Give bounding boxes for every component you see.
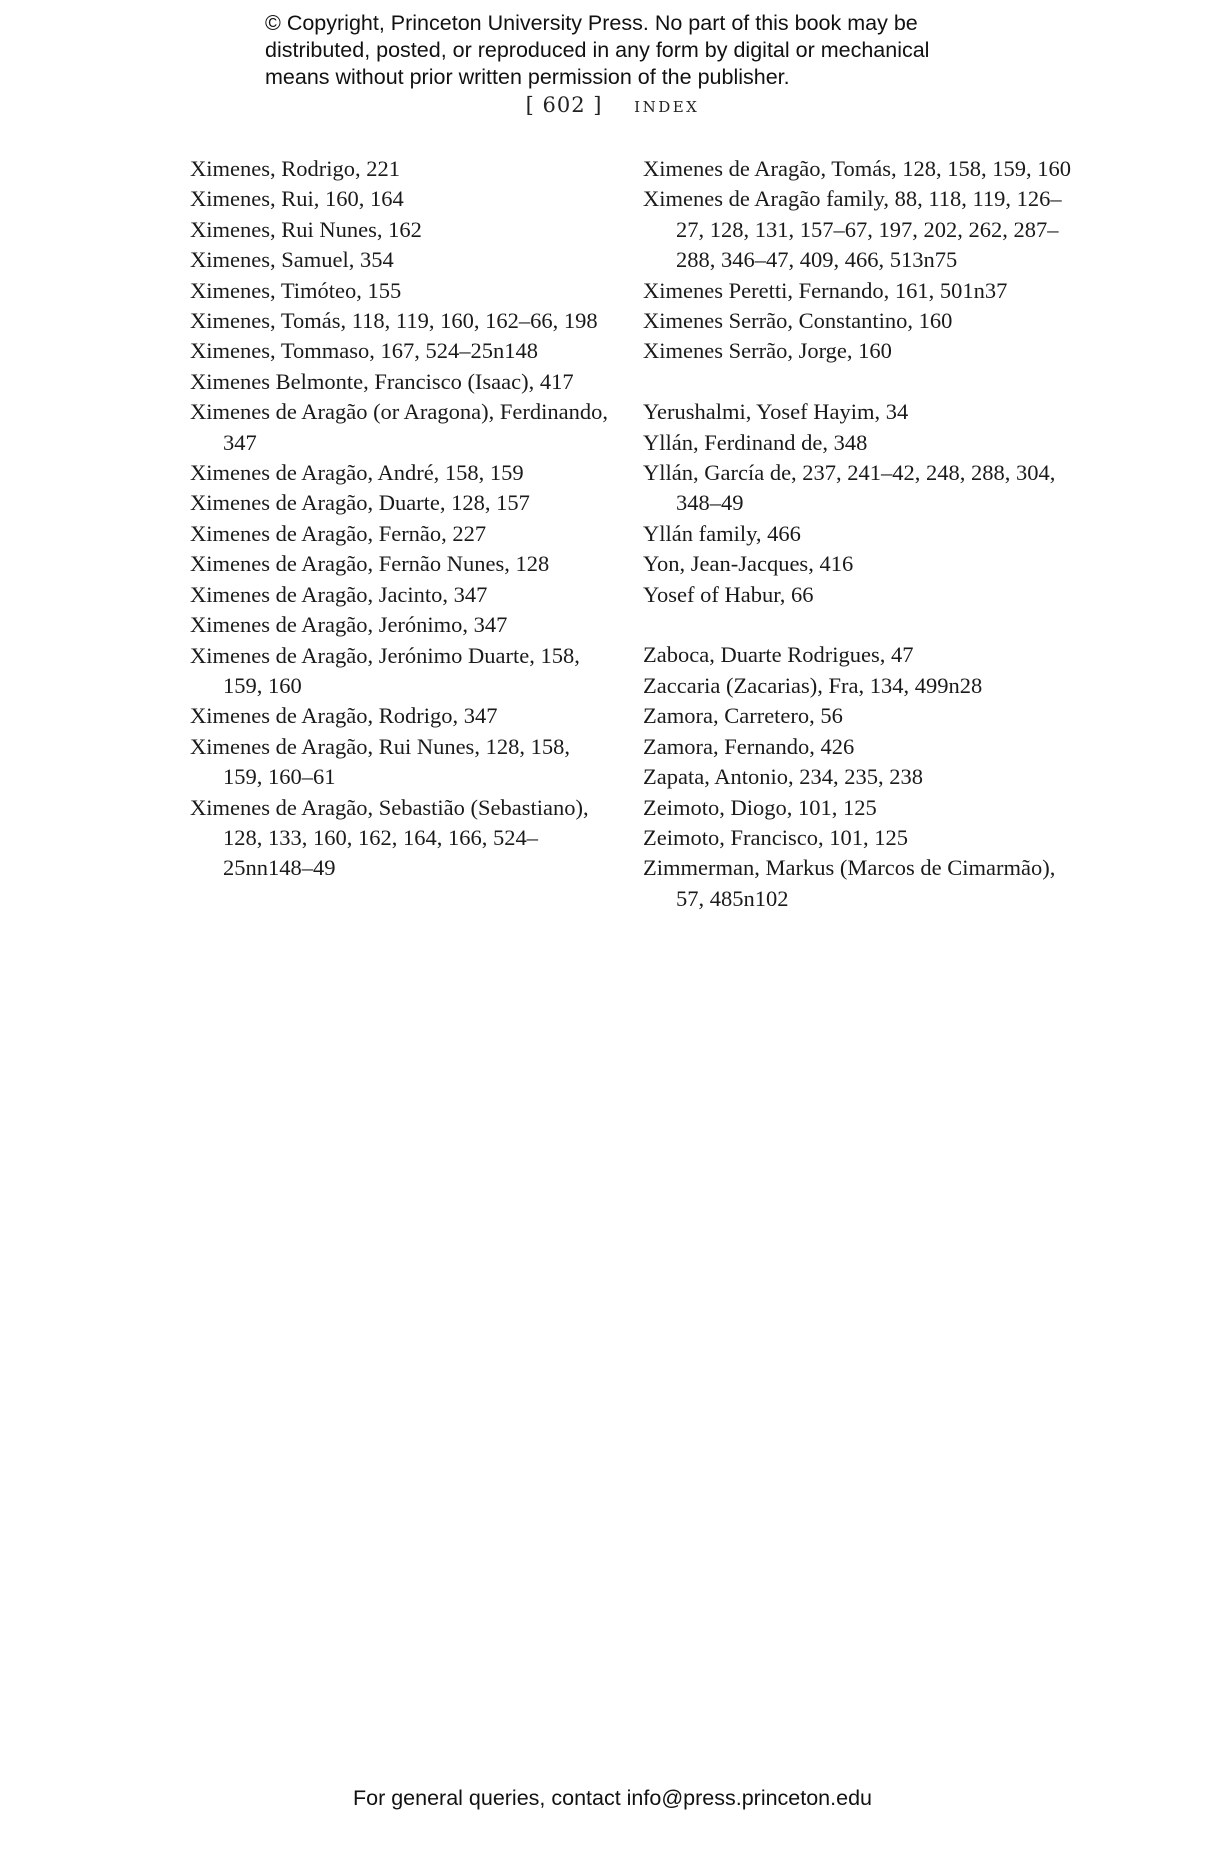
index-entry: Ximenes de Aragão, André, 158, 159 [190, 460, 524, 486]
index-entry: Ximenes, Tommaso, 167, 524–25n148 [190, 338, 538, 364]
index-entry: Ximenes, Rodrigo, 221 [190, 156, 400, 181]
index-entry: Zimmerman, Markus (Marcos de Cimarmão), 57, 485n102 [643, 855, 1056, 911]
index-entry: Yerushalmi, Yosef Hayim, 34 [643, 399, 909, 425]
index-entry: Ximenes, Tomás, 118, 119, 160, 162–66, 198 [190, 308, 598, 334]
copyright-notice [265, 10, 1025, 91]
index-entry: Ximenes Serrão, Jorge, 160 [643, 338, 892, 364]
index-entry: Ximenes de Aragão, Rui Nunes, 128, 158, 159, 160–61 [190, 733, 570, 790]
index-entry: Ximenes de Aragão, Duarte, 128, 157 [190, 490, 530, 516]
index-entry: Yllán, Ferdinand de, 348 [643, 429, 868, 455]
index-entry: Zamora, Carretero, 56 [643, 703, 843, 729]
index-entry: Yon, Jean-Jacques, 416 [643, 551, 854, 577]
index-entry: Ximenes, Rui Nunes, 162 [190, 216, 422, 242]
index-entry: Zeimoto, Francisco, 101, 125 [643, 824, 908, 850]
index-entry: Ximenes de Aragão, Rodrigo, 347 [190, 703, 498, 729]
index-entry: Ximenes de Aragão, Sebastião (Sebastiano), 128, 133, 160, 162, 164, 166, 524–25nn148–49 [190, 794, 589, 881]
index-group-z [643, 640, 1083, 914]
section-title: index [634, 93, 700, 117]
index-entry: Ximenes Serrão, Constantino, 160 [643, 308, 953, 334]
letter-group-spacer [643, 610, 1083, 640]
index-entry: Ximenes Belmonte, Francisco (Isaac), 417 [190, 368, 574, 394]
index-group-y [643, 397, 1083, 610]
footer-contact: For general queries, contact info@press.princeton.edu [352, 1786, 872, 1810]
copyright-line: © Copyright, Princeton University Press. No part of this book may be [265, 11, 918, 35]
letter-group-spacer [643, 367, 1083, 397]
index-entry: Ximenes Peretti, Fernando, 161, 501n37 [643, 277, 1008, 303]
index-column-right [643, 154, 1083, 914]
copyright-line: means without prior written permission of the publisher. [265, 65, 790, 89]
index-entry: Ximenes, Timóteo, 155 [190, 277, 402, 303]
index-entry: Ximenes, Samuel, 354 [190, 247, 394, 273]
index-entry: Ximenes de Aragão, Fernão Nunes, 128 [190, 551, 550, 577]
index-column-left [190, 154, 610, 884]
index-entry: Yllán family, 466 [643, 520, 801, 546]
index-entry: Zaboca, Duarte Rodrigues, 47 [643, 642, 914, 668]
copyright-line: distributed, posted, or reproduced in any form by digital or mechanical [265, 38, 930, 62]
index-entry: Yosef of Habur, 66 [643, 581, 814, 607]
index-entry: Zamora, Fernando, 426 [643, 733, 855, 759]
index-group-x [643, 154, 1083, 367]
running-head [0, 93, 1225, 117]
index-entry: Ximenes de Aragão family, 88, 118, 119, 126–27, 128, 131, 157–67, 197, 202, 262, 287–288, 346–47, 409, 466, 513n75 [643, 186, 1062, 273]
index-entry: Yllán, García de, 237, 241–42, 248, 288, 304, 348–49 [643, 460, 1056, 516]
index-entry: Ximenes de Aragão, Jerónimo Duarte, 158, 159, 160 [190, 642, 580, 698]
index-entry: Ximenes de Aragão, Jerónimo, 347 [190, 612, 508, 638]
index-entry: Ximenes de Aragão, Tomás, 128, 158, 159, 160 [643, 156, 1071, 181]
index-entry: Ximenes de Aragão, Jacinto, 347 [190, 581, 488, 607]
index-entry: Zapata, Antonio, 234, 235, 238 [643, 764, 923, 790]
index-entry: Ximenes, Rui, 160, 164 [190, 186, 404, 212]
index-entry: Ximenes de Aragão (or Aragona), Ferdinando, 347 [190, 399, 608, 455]
index-entry: Ximenes de Aragão, Fernão, 227 [190, 520, 487, 546]
page-number: [ 602 ] [525, 93, 603, 117]
index-entry: Zeimoto, Diogo, 101, 125 [643, 794, 877, 820]
index-entry: Zaccaria (Zacarias), Fra, 134, 499n28 [643, 672, 983, 698]
